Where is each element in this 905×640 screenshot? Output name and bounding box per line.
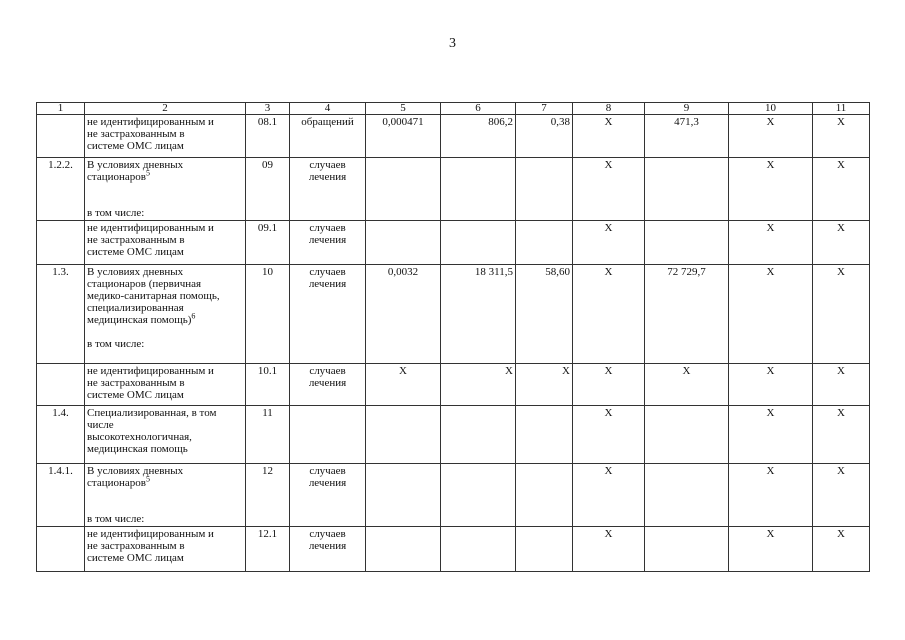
- row-name-line: системе ОМС лицам: [87, 389, 184, 401]
- cell-col10: X: [729, 265, 813, 364]
- row-unit: [290, 115, 366, 158]
- row-code: 09: [246, 158, 290, 221]
- row-unit-line: лечения: [308, 278, 347, 290]
- row-code: 11: [246, 406, 290, 464]
- cell-col7: [516, 158, 573, 221]
- row-unit-line: случаев: [309, 365, 346, 377]
- row-name-line: не застрахованным в: [87, 377, 185, 389]
- row-name-line: стационаров$^5$: [87, 474, 150, 489]
- row-number: [37, 527, 85, 572]
- cell-col9: [645, 221, 729, 265]
- row-code: 12: [246, 464, 290, 527]
- row-code: 12.1: [246, 527, 290, 572]
- row-name-line: системе ОМС лицам: [87, 140, 184, 152]
- cell-col8: X: [573, 158, 645, 221]
- row-unit: [290, 527, 366, 572]
- row-unit-line: обращений: [301, 116, 354, 128]
- row-name-line: не идентифицированным и: [87, 528, 214, 540]
- row-unit-line: случаев: [309, 159, 346, 171]
- cell-col6: 18 311,5: [441, 265, 516, 364]
- table-row: [37, 115, 870, 158]
- cell-col9: [645, 158, 729, 221]
- cell-col11: X: [813, 406, 870, 464]
- spacer: [87, 489, 243, 513]
- cell-col10: X: [729, 464, 813, 527]
- cell-col10: X: [729, 527, 813, 572]
- row-name: [85, 364, 246, 406]
- cell-col10: X: [729, 115, 813, 158]
- page-number: 3: [449, 36, 456, 51]
- row-unit-line: лечения: [308, 171, 347, 183]
- row-unit-line: случаев: [309, 465, 346, 477]
- cell-col5: 0,000471: [366, 115, 441, 158]
- row-name-line: не застрахованным в: [87, 234, 185, 246]
- cell-col7: [516, 527, 573, 572]
- cell-col7: 58,60: [516, 265, 573, 364]
- row-name-line: не застрахованным в: [87, 540, 185, 552]
- header-row: [37, 103, 870, 115]
- row-name-line: В условиях дневных: [87, 266, 184, 278]
- row-name-line: В условиях дневных: [87, 159, 184, 171]
- cell-col8: X: [573, 464, 645, 527]
- cell-col8: X: [573, 406, 645, 464]
- row-unit: [290, 265, 366, 364]
- header-cell-9: 9: [645, 103, 729, 115]
- cell-col11: X: [813, 158, 870, 221]
- row-unit-line: лечения: [308, 540, 347, 552]
- row-number: [37, 221, 85, 265]
- row-unit-line: лечения: [308, 477, 347, 489]
- row-name: [85, 464, 246, 527]
- header-cell-5: 5: [366, 103, 441, 115]
- cell-col8: X: [573, 265, 645, 364]
- row-subheading: в том числе:: [87, 513, 145, 525]
- row-name: [85, 115, 246, 158]
- row-name: [85, 221, 246, 265]
- cell-col6: [441, 527, 516, 572]
- row-name-line: высокотехнологичная,: [87, 431, 192, 443]
- row-name: [85, 265, 246, 364]
- row-unit: [290, 221, 366, 265]
- spacer: [87, 326, 243, 338]
- footnote-mark: 5: [145, 474, 150, 484]
- table-row: [37, 364, 870, 406]
- table-row: [37, 527, 870, 572]
- cell-col5: [366, 406, 441, 464]
- cell-col7: 0,38: [516, 115, 573, 158]
- cell-col7: [516, 406, 573, 464]
- row-name: [85, 527, 246, 572]
- row-code: 08.1: [246, 115, 290, 158]
- cell-col8: X: [573, 221, 645, 265]
- row-unit-line: случаев: [309, 222, 346, 234]
- row-number: [37, 364, 85, 406]
- row-number: 1.2.2.: [37, 158, 85, 221]
- header-cell-2: 2: [85, 103, 246, 115]
- cell-col9: 471,3: [645, 115, 729, 158]
- row-unit: [290, 406, 366, 464]
- header-cell-4: 4: [290, 103, 366, 115]
- table-row: [37, 221, 870, 265]
- footnote-mark: 6: [191, 311, 196, 321]
- cell-col8: X: [573, 364, 645, 406]
- cell-col5: 0,0032: [366, 265, 441, 364]
- row-unit: [290, 464, 366, 527]
- cell-col8: X: [573, 527, 645, 572]
- cell-col9: [645, 464, 729, 527]
- cell-col5: [366, 464, 441, 527]
- row-subheading: в том числе:: [87, 207, 145, 219]
- row-name-line: стационаров$^5$: [87, 168, 150, 183]
- row-name-line: специализированная: [87, 302, 184, 314]
- cell-col7: [516, 221, 573, 265]
- row-code: 10: [246, 265, 290, 364]
- cell-col7: X: [516, 364, 573, 406]
- cell-col10: X: [729, 221, 813, 265]
- row-name: [85, 406, 246, 464]
- row-number: 1.4.1.: [37, 464, 85, 527]
- cell-col6: X: [441, 364, 516, 406]
- row-name-line: числе: [87, 419, 114, 431]
- row-name-line: не идентифицированным и: [87, 222, 214, 234]
- header-cell-11: 11: [813, 103, 870, 115]
- spacer: [87, 183, 243, 207]
- row-name-line: Специализированная, в том: [87, 407, 217, 419]
- cell-col6: [441, 464, 516, 527]
- row-unit: [290, 364, 366, 406]
- row-number: 1.3.: [37, 265, 85, 364]
- row-name-line: медицинская помощь: [87, 443, 188, 455]
- cell-col6: [441, 221, 516, 265]
- cell-col7: [516, 464, 573, 527]
- cell-col6: [441, 406, 516, 464]
- row-name-line: стационаров (первичная: [87, 278, 202, 290]
- cell-col11: X: [813, 265, 870, 364]
- table-row: [37, 158, 870, 221]
- cell-col11: X: [813, 464, 870, 527]
- row-code: 10.1: [246, 364, 290, 406]
- row-unit: [290, 158, 366, 221]
- cell-col11: X: [813, 115, 870, 158]
- row-unit-line: лечения: [308, 234, 347, 246]
- row-unit-line: случаев: [309, 528, 346, 540]
- row-name-line: медицинская помощь)$^6$: [87, 311, 196, 326]
- cell-col6: 806,2: [441, 115, 516, 158]
- table-row: [37, 464, 870, 527]
- row-name: [85, 158, 246, 221]
- cell-col5: [366, 158, 441, 221]
- table-row: [37, 265, 870, 364]
- footnote-mark: 5: [145, 168, 150, 178]
- row-unit-line: случаев: [309, 266, 346, 278]
- cell-col5: [366, 221, 441, 265]
- header-cell-7: 7: [516, 103, 573, 115]
- row-number: 1.4.: [37, 406, 85, 464]
- header-cell-1: 1: [37, 103, 85, 115]
- cell-col5: [366, 527, 441, 572]
- cell-col6: [441, 158, 516, 221]
- table-row: [37, 406, 870, 464]
- header-cell-6: 6: [441, 103, 516, 115]
- cell-col10: X: [729, 158, 813, 221]
- cell-col5: X: [366, 364, 441, 406]
- row-name-line: медико-санитарная помощь,: [87, 290, 220, 302]
- header-cell-3: 3: [246, 103, 290, 115]
- cell-col11: X: [813, 364, 870, 406]
- row-code: 09.1: [246, 221, 290, 265]
- row-name-line: не идентифицированным и: [87, 116, 214, 128]
- row-name-line: не застрахованным в: [87, 128, 185, 140]
- row-name-line: системе ОМС лицам: [87, 246, 184, 258]
- header-cell-10: 10: [729, 103, 813, 115]
- cell-col9: [645, 527, 729, 572]
- cell-col9: 72 729,7: [645, 265, 729, 364]
- data-table: [36, 102, 870, 572]
- cell-col10: X: [729, 406, 813, 464]
- cell-col11: X: [813, 221, 870, 265]
- row-number: [37, 115, 85, 158]
- cell-col9: X: [645, 364, 729, 406]
- row-subheading: в том числе:: [87, 338, 145, 350]
- row-name-line: В условиях дневных: [87, 465, 184, 477]
- cell-col11: X: [813, 527, 870, 572]
- row-unit-line: лечения: [308, 377, 347, 389]
- header-cell-8: 8: [573, 103, 645, 115]
- row-name-line: системе ОМС лицам: [87, 552, 184, 564]
- row-name-line: не идентифицированным и: [87, 365, 214, 377]
- cell-col8: X: [573, 115, 645, 158]
- cell-col9: [645, 406, 729, 464]
- cell-col10: X: [729, 364, 813, 406]
